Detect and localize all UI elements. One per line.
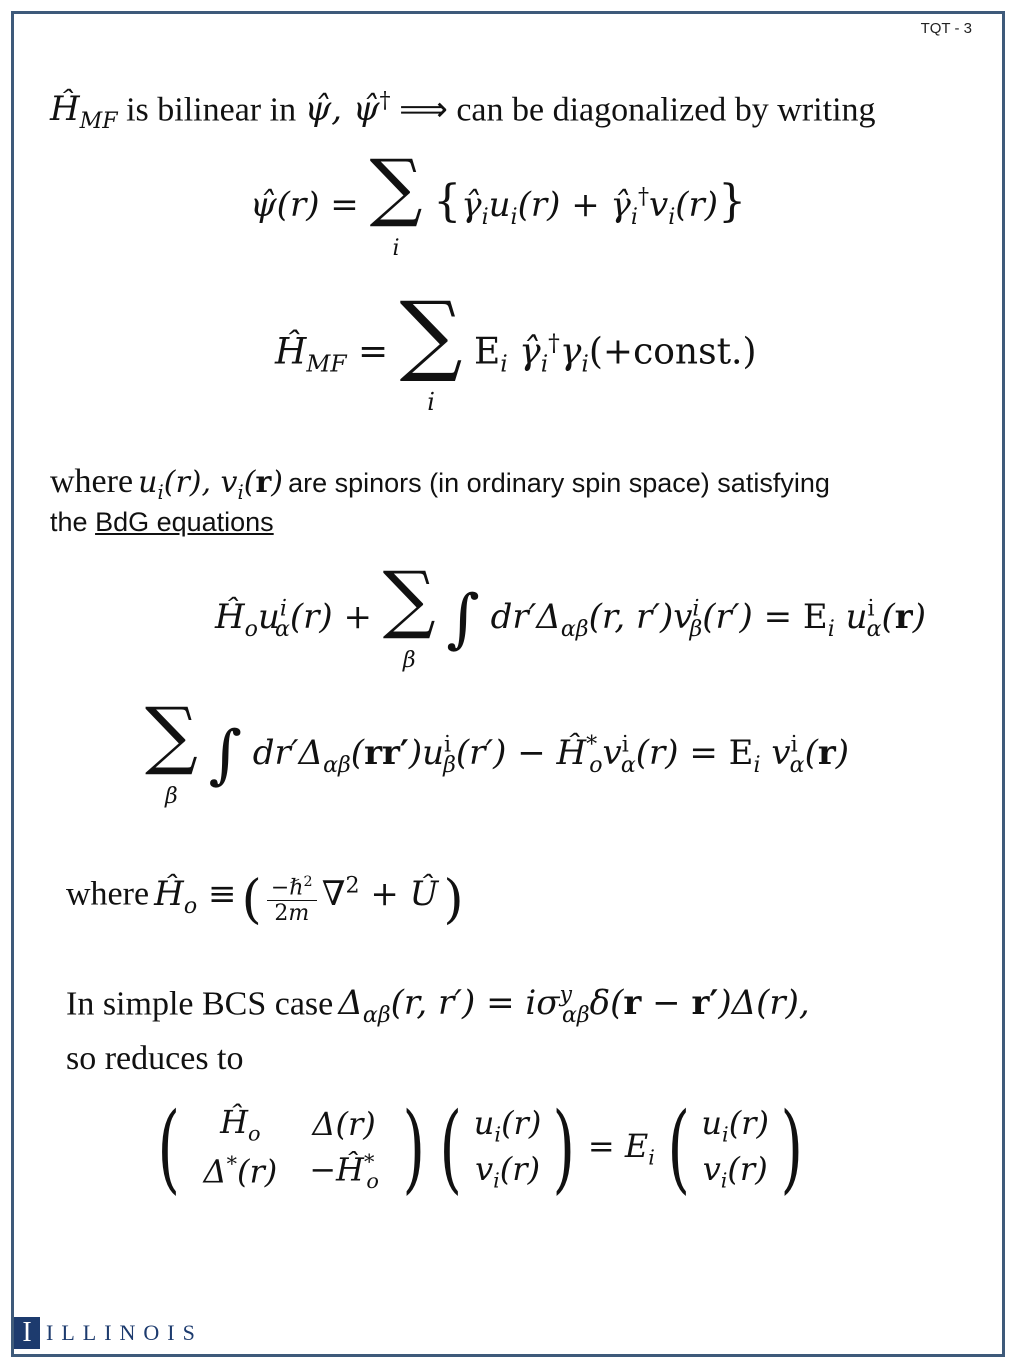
bdg-equation-1: $Ĥ_ou^i_\alpha(r)$ + ∑ β ∫ $dr'\Delta_{\alpha\beta}(r$, $r')v^i_\beta(r') = E_i$ $u^i_\alpha(r)$ bbox=[215, 556, 926, 673]
eq-hamiltonian: $Ĥ_{MF}$ = ∑ i $E_i$ $\gammâ_i^\dagger\gamma_i(+const.)$ bbox=[275, 282, 757, 416]
matrix-equation: ( $Ĥ_o$ Δ(r) Δ*(r) $-Ĥ^*_o$ ) ( $u_i(r)$ $v_i(r)$ ) = $E_i$ ( $u_i(r)$ $v_i(r)$ ) bbox=[157, 1092, 803, 1204]
spinor-vector-rhs: $u_i(r)$ $v_i(r)$ bbox=[701, 1103, 769, 1193]
the-word: the bbox=[50, 507, 88, 537]
illinois-wordmark: ILLINOIS bbox=[46, 1320, 203, 1345]
slide-number: TQT - 3 bbox=[920, 20, 972, 37]
where-word: where bbox=[50, 463, 134, 500]
matrix-neg-h0-star: $-Ĥ^*_o$ bbox=[309, 1149, 379, 1193]
bdg-line bbox=[50, 507, 274, 538]
intro-post: ⟹ can be diagonalized by writing bbox=[399, 91, 876, 129]
spinor-symbols: $u_i(r)$, $v_i(r)$ bbox=[138, 465, 284, 504]
spinor-vector: $u_i(r)$ $v_i(r)$ bbox=[473, 1103, 542, 1193]
bcs-case-line: In simple BCS case $\Delta_{\alpha\beta}(r$, $r') = i\sigma^y_{\alpha\beta}\delta(r - r')\Delta(r)$, bbox=[66, 982, 810, 1029]
illinois-i-mark: I bbox=[14, 1317, 40, 1349]
intro-line bbox=[50, 88, 876, 134]
bdg-matrix bbox=[187, 1101, 394, 1194]
h-mf-symbol: $Ĥ_{MF}$ bbox=[50, 89, 118, 135]
bdg-equation-2: ∑ β ∫ $dr'\Delta_{\alpha\beta}(rr')u^i_\beta(r')$ − $Ĥ^*_ov^i_\alpha(r) = E_i$ $v^i_\alpha(r)$ bbox=[145, 692, 850, 809]
h0-definition: where $Ĥ_o$ ≡ ( $\frac{-\hbar^2}{2m}$ ∇$^2$ + Û ) bbox=[66, 870, 464, 930]
intro-pre: is bilinear in bbox=[126, 91, 297, 129]
bcs-pre: In simple BCS case bbox=[66, 985, 334, 1023]
illinois-logo bbox=[14, 1317, 203, 1349]
so-reduces-to: so reduces to bbox=[66, 1040, 244, 1077]
matrix-delta: Δ(r) bbox=[312, 1105, 376, 1144]
spinor-description: are spinors (in ordinary spin space) satisfying bbox=[288, 468, 830, 498]
eq-expansion: ψ̂(r) = ∑ i {$\gammâ_iu_i(r)$ + $\gammâ_i^\dagger v_i(r)$} bbox=[250, 144, 747, 261]
matrix-h0: $Ĥ_o$ bbox=[220, 1103, 261, 1146]
bdg-equations-link[interactable]: BdG equations bbox=[95, 507, 274, 537]
matrix-delta-star: Δ*(r) bbox=[203, 1151, 278, 1191]
where-spinors-line bbox=[50, 463, 830, 504]
const-label: (+const.) bbox=[588, 331, 757, 373]
where-h0-word: where bbox=[66, 875, 150, 913]
psi-symbols: ψ̂, ψ̂† bbox=[304, 88, 391, 130]
